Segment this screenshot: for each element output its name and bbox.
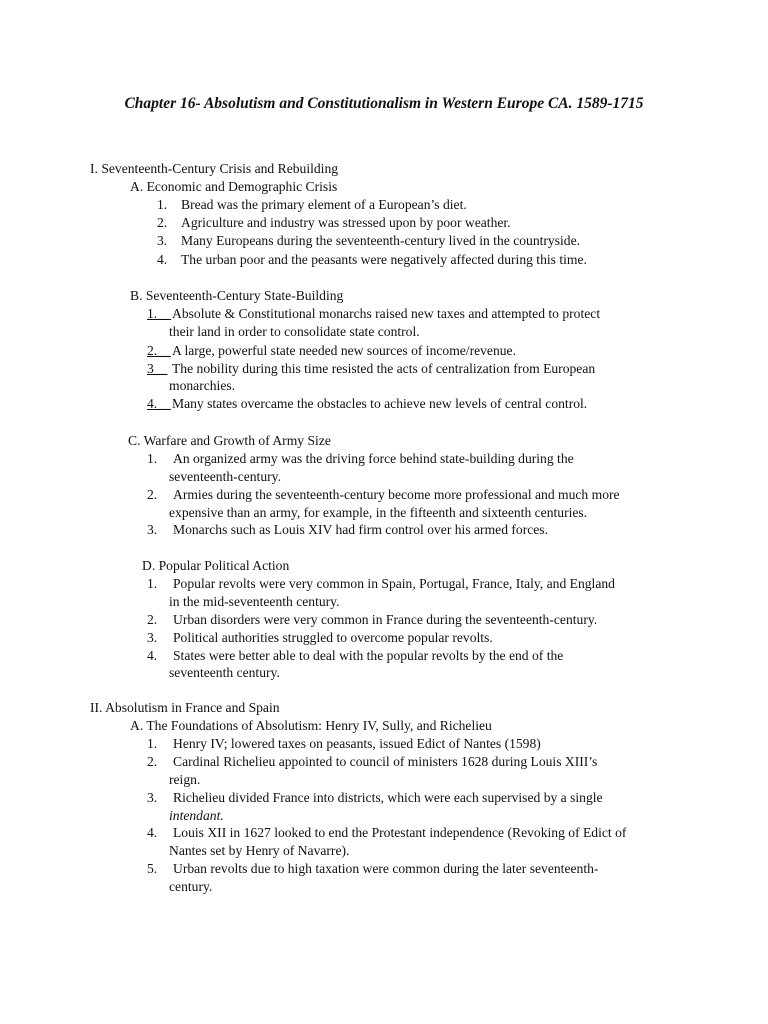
subsection-1d-heading: D. Popular Political Action [142,558,290,573]
list-item: Many Europeans during the seventeenth-century lived in the countryside. [181,233,581,248]
list-number: 2. [147,487,158,502]
list-item-continuation: expensive than an army, for example, in the fifteenth and sixteenth centuries. [169,505,588,520]
section-2-heading: II. Absolutism in France and Spain [90,700,280,715]
list-number: 4. [157,252,168,267]
list-number: 3. [147,522,158,537]
list-number: 4. [147,648,158,663]
list-number: 2. [147,612,158,627]
subsection-2a-heading: A. The Foundations of Absolutism: Henry IV, Sully, and Richelieu [130,718,492,733]
list-item: Popular revolts were very common in Spain, Portugal, France, Italy, and England [173,576,615,591]
list-item: Armies during the seventeenth-century become more professional and much more [173,487,620,502]
list-item: Urban revolts due to high taxation were common during the later seventeenth- [173,861,599,876]
list-item-continuation: seventeenth century. [169,665,280,680]
list-number: 4.__ [147,396,171,411]
subsection-1b-heading: B. Seventeenth-Century State-Building [130,288,344,303]
list-item: Louis XII in 1627 looked to end the Protestant independence (Revoking of Edict of [173,825,627,840]
list-item: The nobility during this time resisted the acts of centralization from European [172,361,596,376]
list-item: Urban disorders were very common in France during the seventeenth-century. [173,612,598,627]
list-item-continuation: in the mid-seventeenth century. [169,594,340,609]
list-number: 3__ [147,361,168,376]
list-item: Absolute & Constitutional monarchs raised new taxes and attempted to protect [172,306,601,321]
list-item: Agriculture and industry was stressed upon by poor weather. [181,215,511,230]
subsection-1a-heading: A. Economic and Demographic Crisis [130,179,338,194]
page-title: Chapter 16- Absolutism and Constitutionalism in Western Europe CA. 1589-1715 [124,95,644,112]
list-item: Political authorities struggled to overcome popular revolts. [173,630,493,645]
list-number: 1. [147,451,158,466]
list-number: 4. [147,825,158,840]
list-item-continuation: their land in order to consolidate state control. [169,324,420,339]
list-number: 1. [147,576,158,591]
list-item: Cardinal Richelieu appointed to council of ministers 1628 during Louis XIII’s [173,754,598,769]
list-item: The urban poor and the peasants were negatively affected during this time. [181,252,587,267]
list-item-continuation: seventeenth-century. [169,469,281,484]
list-number: 2. [147,754,158,769]
list-item-continuation: monarchies. [169,378,236,393]
list-item-continuation: intendant. [169,808,224,823]
list-item-continuation: reign. [169,772,201,787]
list-number: 2.__ [147,343,171,358]
list-number: 3. [147,790,158,805]
list-item-continuation: Nantes set by Henry of Navarre). [169,843,350,858]
list-number: 1.__ [147,306,171,321]
list-number: 3. [157,233,168,248]
list-item: Bread was the primary element of a European’s diet. [181,197,467,212]
list-item: Richelieu divided France into districts, which were each supervised by a single [173,790,603,805]
list-number: 1. [157,197,168,212]
list-item: A large, powerful state needed new sources of income/revenue. [172,343,516,358]
list-item: Henry IV; lowered taxes on peasants, issued Edict of Nantes (1598) [173,736,541,751]
list-number: 1. [147,736,158,751]
list-number: 2. [157,215,168,230]
list-item: States were better able to deal with the popular revolts by the end of the [173,648,564,663]
list-number: 5. [147,861,158,876]
section-1-heading: I. Seventeenth-Century Crisis and Rebuilding [90,161,339,176]
list-item: Monarchs such as Louis XIV had firm control over his armed forces. [173,522,548,537]
list-item: Many states overcame the obstacles to achieve new levels of central control. [172,396,588,411]
list-number: 3. [147,630,158,645]
list-item-continuation: century. [169,879,213,894]
subsection-1c-heading: C. Warfare and Growth of Army Size [128,433,331,448]
list-item: An organized army was the driving force behind state-building during the [173,451,574,466]
